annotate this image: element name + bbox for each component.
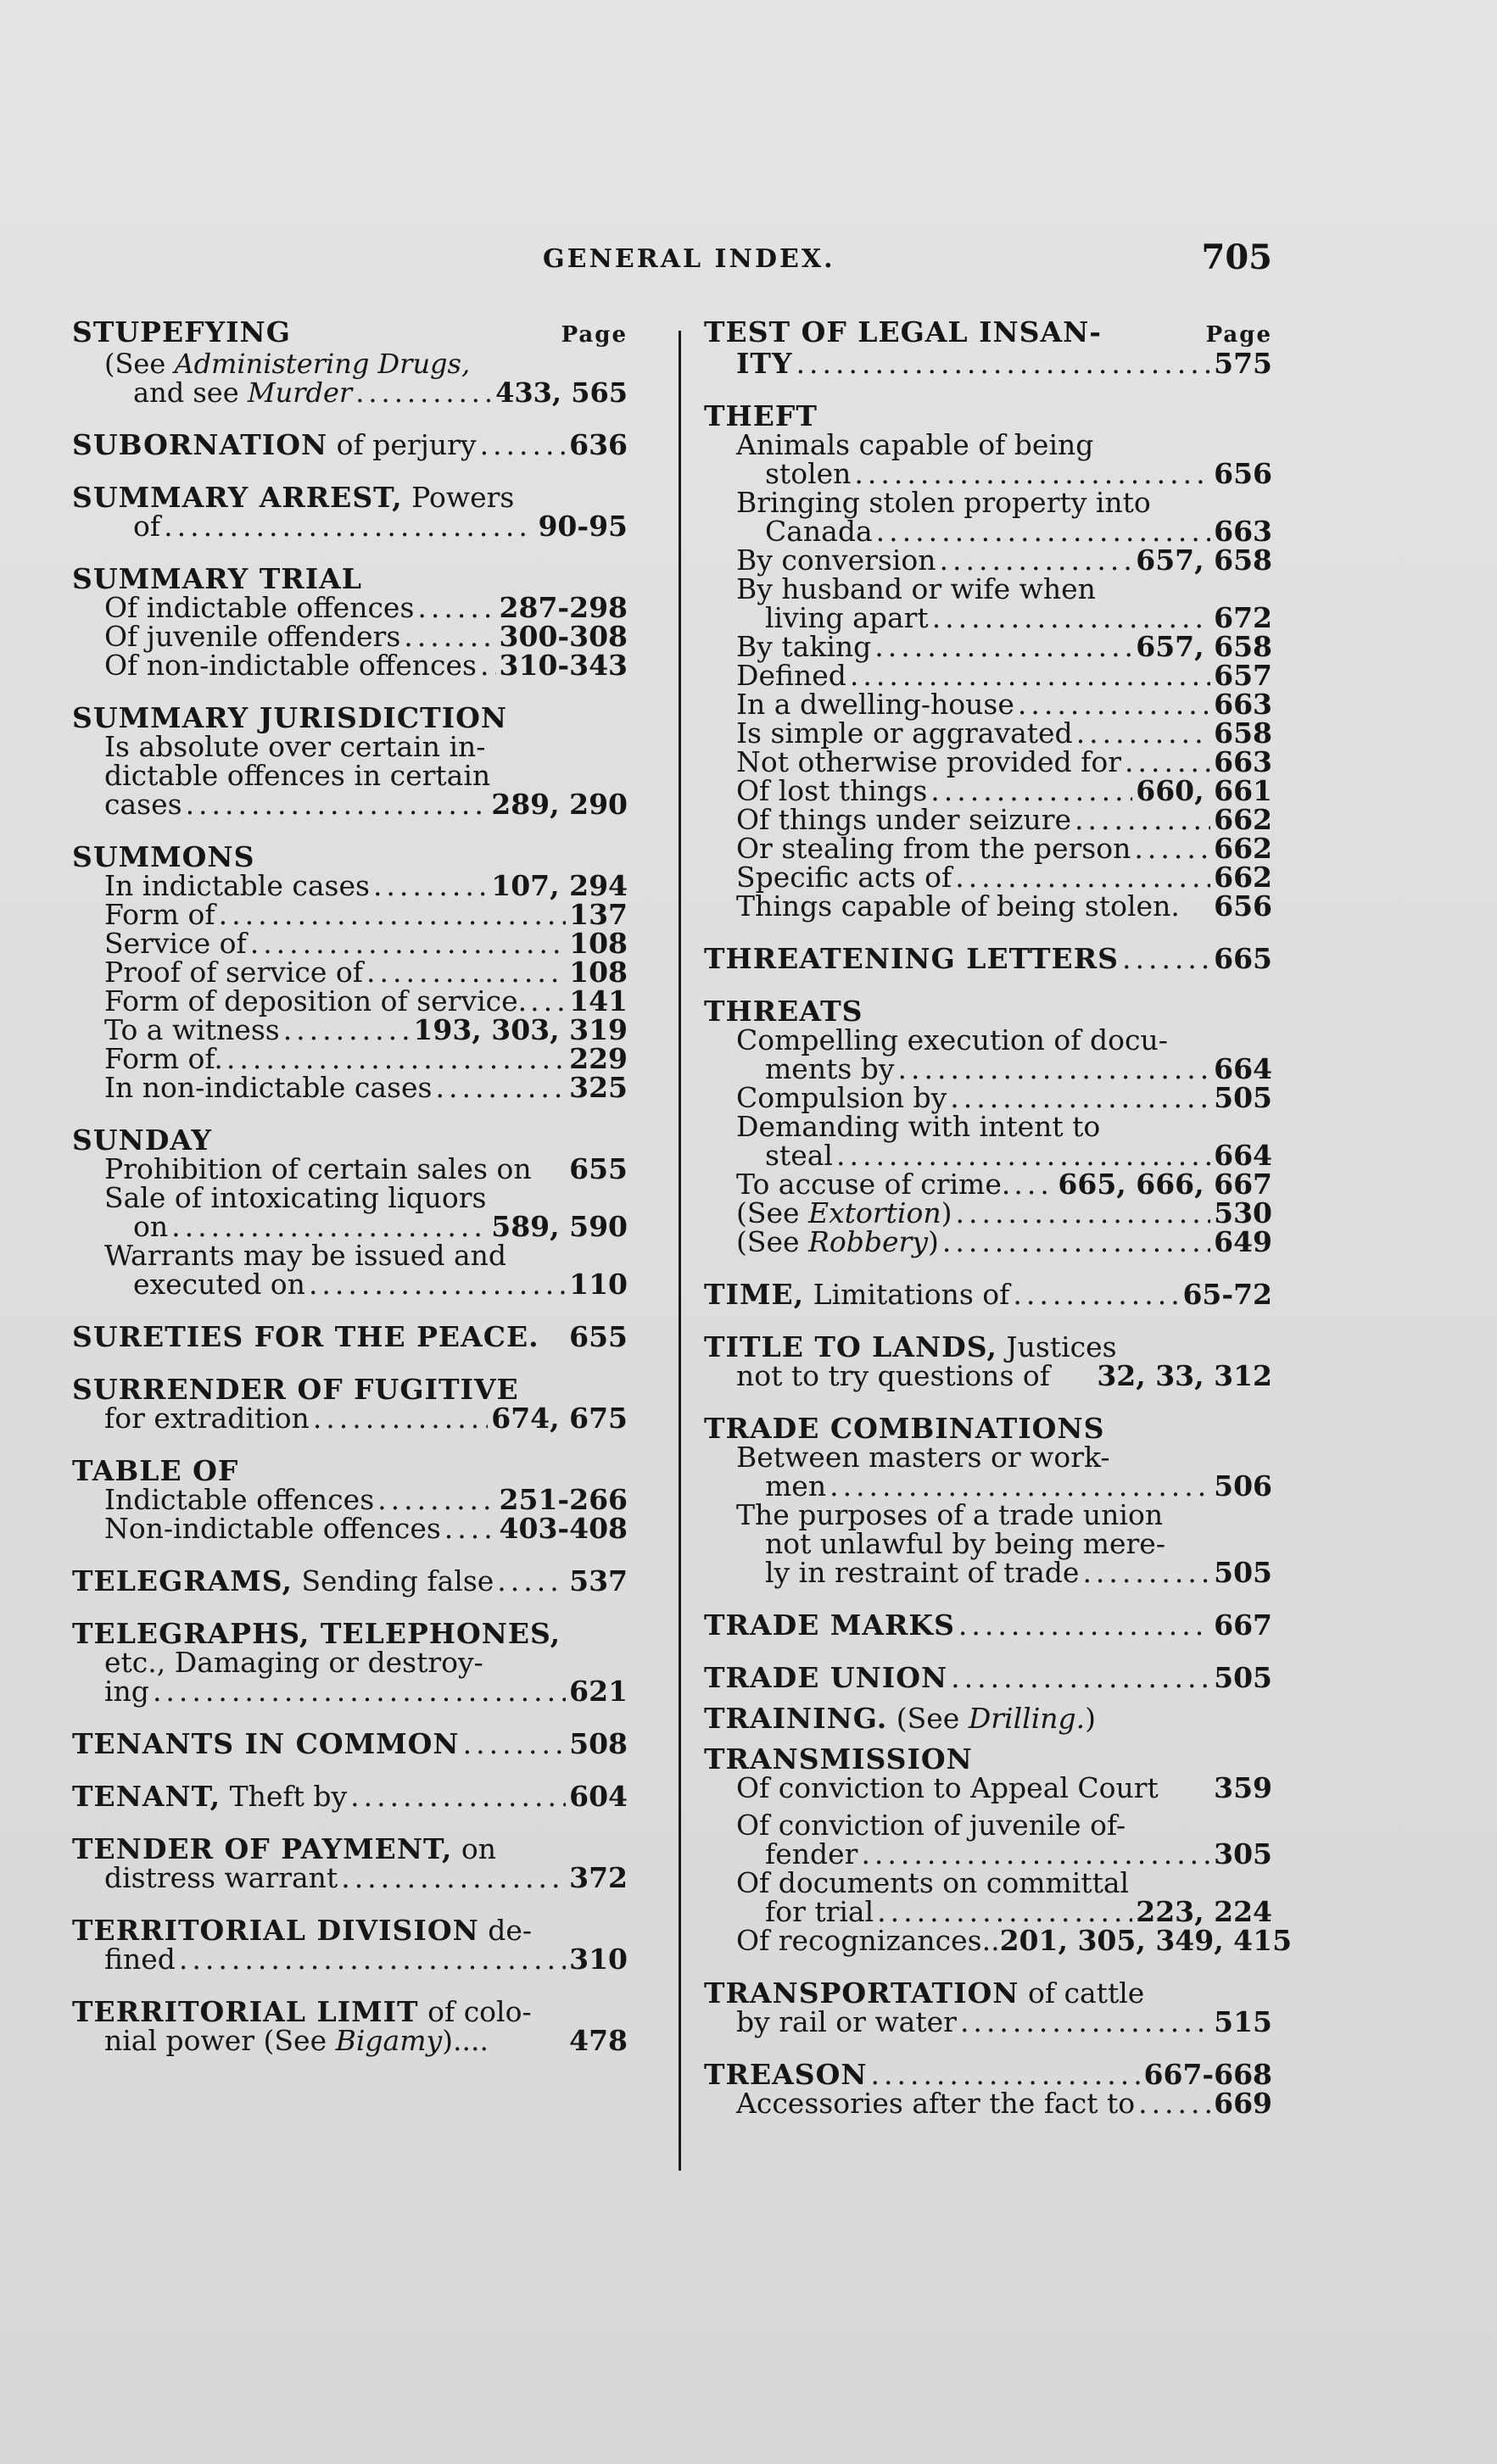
index-entry-summary-jurisdiction	[72, 701, 628, 821]
index-entry-transportation	[704, 1976, 1272, 2038]
page-header	[102, 237, 1272, 295]
page-ref: 305	[1214, 1837, 1272, 1870]
entry-heading: STUPEFYING	[72, 315, 291, 348]
page-ref: 667-668	[1143, 2058, 1272, 2091]
index-entry-tenants-in-common	[72, 1727, 628, 1760]
entry-heading: TRANSPORTATION	[704, 1976, 1019, 2010]
sub-entry: Compulsion by	[736, 1081, 947, 1114]
cross-reference: Administering Drugs,	[174, 348, 471, 380]
sub-entry: Things capable of being stolen.	[736, 889, 1180, 923]
page-ref: 674, 675	[491, 1402, 628, 1435]
sub-entry: etc., Damaging or destroy-	[104, 1646, 483, 1679]
sub-entry: Prohibition of certain sales on	[104, 1152, 532, 1185]
page-ref: 672	[1214, 601, 1272, 634]
see-text: (See	[104, 348, 166, 380]
page-ref: 663	[1214, 688, 1272, 721]
sub-entry: Of juvenile offenders	[104, 620, 401, 653]
sub-entry: fender	[765, 1837, 858, 1870]
sub-entry: Of recognizances..	[736, 1924, 1000, 1957]
page-ref: 65-72	[1182, 1278, 1272, 1311]
page-ref: 649	[1214, 1225, 1272, 1258]
entry-heading: TABLE OF	[72, 1454, 239, 1487]
entry-subject: on	[461, 1832, 497, 1865]
page-ref: 90-95	[538, 510, 628, 543]
sub-entry: Indictable offences	[104, 1483, 375, 1516]
page-ref: 32, 33, 312	[1097, 1359, 1272, 1392]
page-ref: 508	[569, 1727, 628, 1760]
page-ref: 662	[1214, 832, 1272, 865]
sub-entry: Bringing stolen property into	[736, 486, 1151, 519]
sub-entry: Canada	[765, 515, 873, 548]
sub-entry: Or stealing from the person	[736, 832, 1131, 865]
page-ref: 372	[569, 1861, 628, 1894]
index-entry-surrender	[72, 1375, 628, 1433]
index-entry-time	[704, 1280, 1272, 1309]
entry-subject: Justices	[1006, 1330, 1117, 1363]
index-entry-telegraphs	[72, 1619, 628, 1706]
entry-subject: Powers	[411, 481, 515, 514]
sub-entry: Form of.	[104, 1042, 223, 1075]
index-entry-sunday	[72, 1123, 628, 1301]
index-entry-theft	[704, 399, 1272, 923]
entry-heading: TENANT,	[72, 1780, 221, 1813]
entry-subject: Limitations of	[813, 1278, 1010, 1311]
page-ref: 201, 305, 349, 415	[999, 1924, 1293, 1957]
page-ref: 505	[1214, 1081, 1272, 1114]
entry-heading: TENDER OF PAYMENT,	[72, 1832, 453, 1865]
index-entry-subornation	[72, 428, 628, 461]
sub-entry: Is simple or aggravated	[736, 716, 1073, 750]
sub-entry: Of documents on committal	[736, 1866, 1130, 1899]
sub-entry: Demanding with intent to	[736, 1110, 1101, 1143]
page-ref: 656	[1214, 889, 1272, 923]
see-text: (See	[896, 1702, 960, 1735]
sub-entry: Not otherwise provided for	[736, 745, 1122, 778]
page-ref: 658	[1214, 716, 1272, 750]
page-ref: 289, 290	[491, 788, 628, 821]
sub-entry: By taking	[736, 630, 872, 663]
sub-entry: Is absolute over certain in-	[104, 730, 486, 763]
sub-entry: living apart	[765, 601, 929, 634]
page-column-label: Page	[1205, 322, 1272, 348]
page-ref: 660, 661	[1136, 774, 1272, 807]
page-ref: 589, 590	[491, 1210, 628, 1243]
entry-heading: TELEGRAMS,	[72, 1564, 293, 1597]
page-ref: 251-266	[499, 1483, 628, 1516]
page-ref: 359	[1214, 1771, 1272, 1804]
entry-heading: THEFT	[704, 399, 818, 432]
index-entry-title-to-lands	[704, 1330, 1272, 1392]
see-text: )	[927, 1225, 939, 1258]
entry-heading: THREATENING LETTERS	[704, 942, 1119, 975]
sub-entry: Of lost things	[736, 774, 928, 807]
page-ref: 621	[569, 1675, 628, 1708]
column-divider	[679, 331, 681, 2171]
see-text: and see	[133, 376, 239, 409]
index-entry-telegrams	[72, 1564, 628, 1597]
entry-heading: SURRENDER OF FUGITIVE	[72, 1373, 519, 1406]
index-entry-trade-marks	[704, 1608, 1272, 1642]
index-entry-territorial-division	[72, 1916, 628, 1974]
see-text: )	[1085, 1702, 1097, 1735]
entry-heading: TRADE UNION	[704, 1661, 948, 1694]
index-entry-stupefying	[72, 315, 628, 409]
index-entry-tender	[72, 1832, 628, 1894]
page-ref: 137	[569, 898, 628, 931]
sub-entry: distress warrant	[104, 1861, 338, 1894]
entry-subject: Sending false	[301, 1564, 494, 1597]
cross-reference: Extortion	[808, 1196, 941, 1229]
sub-entry: for trial	[765, 1895, 874, 1928]
entry-heading: TERRITORIAL LIMIT	[72, 1995, 419, 2028]
sub-entry: men	[765, 1469, 827, 1502]
sub-entry: executed on	[133, 1268, 305, 1301]
page-ref: 310	[569, 1943, 628, 1976]
page-ref: 325	[569, 1071, 628, 1104]
entry-heading: SUMMARY TRIAL	[72, 562, 362, 595]
page-ref: 657	[1214, 659, 1272, 692]
index-entry-transmission	[704, 1742, 1293, 1957]
entry-subject: of cattle	[1027, 1976, 1145, 2010]
index-entry-trade-combinations	[704, 1414, 1272, 1587]
sub-entry: Non-indictable offences	[104, 1512, 441, 1545]
sub-entry: Of indictable offences	[104, 591, 415, 624]
entry-heading: SUMMARY JURISDICTION	[72, 701, 508, 734]
page-ref: 665, 666, 667	[1058, 1168, 1272, 1201]
index-entry-training	[704, 1704, 1272, 1733]
page-ref: 667	[1214, 1608, 1272, 1642]
sub-entry: on	[133, 1210, 169, 1243]
page-column-label: Page	[561, 322, 628, 348]
sub-entry: Service of	[104, 927, 247, 960]
sub-entry: ly in restraint of trade	[765, 1556, 1080, 1589]
left-column	[72, 315, 628, 2079]
page-ref: 110	[569, 1268, 628, 1301]
sub-entry: steal	[765, 1139, 833, 1172]
sub-entry: In indictable cases	[104, 869, 370, 902]
page-ref: 403-408	[499, 1512, 628, 1545]
entry-heading: TEST OF LEGAL INSAN-	[704, 315, 1102, 348]
index-entry-territorial-limit	[72, 1995, 628, 2057]
page-ref: 287-298	[499, 591, 628, 624]
sub-entry: Animals capable of being	[736, 428, 1094, 461]
page-ref: 515	[1214, 2005, 1272, 2038]
page-ref: 193, 303, 319	[413, 1013, 628, 1046]
sub-entry: by rail or water	[736, 2005, 957, 2038]
sub-entry: ments by	[765, 1052, 895, 1085]
sub-entry: not unlawful by being mere-	[765, 1527, 1165, 1560]
page-ref: 505	[1214, 1556, 1272, 1589]
sub-entry: Of things under seizure	[736, 803, 1072, 836]
page-ref: 300-308	[499, 620, 628, 653]
page-ref: 478	[569, 2024, 628, 2057]
entry-heading: SUMMONS	[72, 840, 255, 873]
entry-heading: SUNDAY	[72, 1123, 212, 1157]
page-ref: 657, 658	[1136, 544, 1272, 577]
entry-heading: TITLE TO LANDS,	[704, 1330, 997, 1363]
index-entry-sureties	[72, 1320, 628, 1353]
entry-subject: of colo-	[427, 1995, 532, 2028]
entry-heading: TENANTS IN COMMON	[72, 1727, 460, 1760]
sub-entry: )....	[442, 2024, 489, 2057]
cross-reference: Drilling.	[968, 1702, 1086, 1735]
index-entry-test-of-legal-insanity	[704, 315, 1272, 380]
page-ref: 310-343	[499, 649, 628, 682]
index-entry-summons	[72, 840, 628, 1104]
sub-entry: Accessories after the fact to	[736, 2087, 1136, 2120]
page-ref: 636	[569, 428, 628, 461]
page-ref: 663	[1214, 745, 1272, 778]
sub-entry: not to try questions of	[736, 1359, 1050, 1392]
sub-entry: Warrants may be issued and	[104, 1239, 507, 1272]
entry-subject: of	[133, 510, 161, 543]
sub-entry: In a dwelling-house	[736, 688, 1014, 721]
sub-entry: To accuse of crime.	[736, 1168, 1011, 1201]
entry-heading: TRADE MARKS	[704, 1608, 955, 1642]
cross-reference: Bigamy	[335, 2024, 443, 2057]
index-entry-summary-arrest	[72, 483, 628, 541]
page-ref: 575	[1214, 347, 1272, 380]
sub-entry: Form of	[104, 898, 215, 931]
page-ref: 663	[1214, 515, 1272, 548]
right-column	[704, 315, 1293, 2142]
sub-entry: cases	[104, 788, 182, 821]
sub-entry: Of conviction of juvenile of-	[736, 1809, 1126, 1842]
page-ref: 530	[1214, 1196, 1272, 1229]
index-entry-table-of	[72, 1454, 628, 1545]
entry-heading: TERRITORIAL DIVISION	[72, 1914, 479, 1947]
index-entry-threats	[704, 997, 1272, 1257]
entry-heading: THREATS	[704, 995, 863, 1028]
entry-subject: de-	[488, 1914, 533, 1947]
sub-entry: By conversion	[736, 544, 936, 577]
page-ref: 657, 658	[1136, 630, 1272, 663]
entry-heading: ITY	[736, 347, 793, 380]
index-entry-tenant	[72, 1782, 628, 1811]
sub-entry: nial power (See	[104, 2024, 327, 2057]
page-ref: 505	[1214, 1661, 1272, 1694]
sub-entry: To a witness	[104, 1013, 280, 1046]
page-ref: 656	[1214, 457, 1272, 490]
page-ref: 537	[569, 1564, 628, 1597]
page-number: 705	[1201, 237, 1272, 277]
sub-entry: Defined	[736, 659, 846, 692]
sub-entry: dictable offences in certain	[104, 759, 491, 792]
page-ref: 665	[1214, 942, 1272, 975]
see-text: )	[941, 1196, 952, 1229]
cross-reference: Murder	[247, 376, 353, 409]
entry-heading: SUMMARY ARREST,	[72, 481, 403, 514]
page-ref: 141	[569, 984, 628, 1017]
sub-entry: Between masters or work-	[736, 1441, 1110, 1474]
entry-subject: Theft by	[229, 1780, 348, 1813]
page-ref: 433, 565	[495, 376, 628, 409]
page-ref: 229	[569, 1042, 628, 1075]
entry-subject: of perjury	[336, 428, 477, 461]
sub-entry: for extradition	[104, 1402, 310, 1435]
entry-heading: TRADE COMBINATIONS	[704, 1412, 1105, 1445]
page-ref: 662	[1214, 861, 1272, 894]
page-ref: 655	[569, 1152, 628, 1185]
sub-entry: fined	[104, 1943, 176, 1976]
see-text: (See	[736, 1196, 800, 1229]
entry-heading: TRAINING.	[704, 1702, 888, 1735]
running-title: GENERAL INDEX.	[543, 244, 835, 274]
page-ref: 108	[569, 927, 628, 960]
page-ref: 655	[569, 1320, 628, 1353]
sub-entry: By husband or wife when	[736, 572, 1096, 605]
sub-entry: Of conviction to Appeal Court	[736, 1771, 1159, 1804]
entry-heading: TRANSMISSION	[704, 1742, 973, 1776]
page-ref: 664	[1214, 1139, 1272, 1172]
sub-entry: Compelling execution of docu-	[736, 1023, 1168, 1056]
cross-reference: Robbery	[808, 1225, 928, 1258]
entry-heading: TREASON	[704, 2058, 868, 2091]
page-ref: 664	[1214, 1052, 1272, 1085]
page-ref: 107, 294	[491, 869, 628, 902]
sub-entry: Form of deposition of service.	[104, 984, 528, 1017]
sub-entry: Sale of intoxicating liquors	[104, 1181, 487, 1214]
page-ref: 223, 224	[1136, 1895, 1272, 1928]
index-entry-threatening-letters	[704, 942, 1272, 975]
page-ref: 604	[569, 1780, 628, 1813]
index-entry-trade-union	[704, 1661, 1272, 1694]
entry-heading: SUBORNATION	[72, 428, 328, 461]
page-ref: 669	[1214, 2087, 1272, 2120]
sub-entry: The purposes of a trade union	[736, 1498, 1164, 1531]
sub-entry: Proof of service of	[104, 956, 364, 989]
page-ref: 506	[1214, 1469, 1272, 1502]
page-ref: 662	[1214, 803, 1272, 836]
sub-entry: stolen	[765, 457, 852, 490]
entry-heading: TELEGRAPHS, TELEPHONES,	[72, 1617, 561, 1650]
see-text: (See	[736, 1225, 800, 1258]
page-ref: 108	[569, 956, 628, 989]
sub-entry: ing	[104, 1675, 149, 1708]
index-entry-summary-trial	[72, 562, 628, 682]
index-entry-treason	[704, 2060, 1272, 2118]
sub-entry: In non-indictable cases	[104, 1071, 433, 1104]
sub-entry: Specific acts of	[736, 861, 952, 894]
sub-entry: Of non-indictable offences	[104, 649, 477, 682]
entry-heading: SURETIES FOR THE PEACE.	[72, 1320, 539, 1353]
entry-heading: TIME,	[704, 1278, 805, 1311]
